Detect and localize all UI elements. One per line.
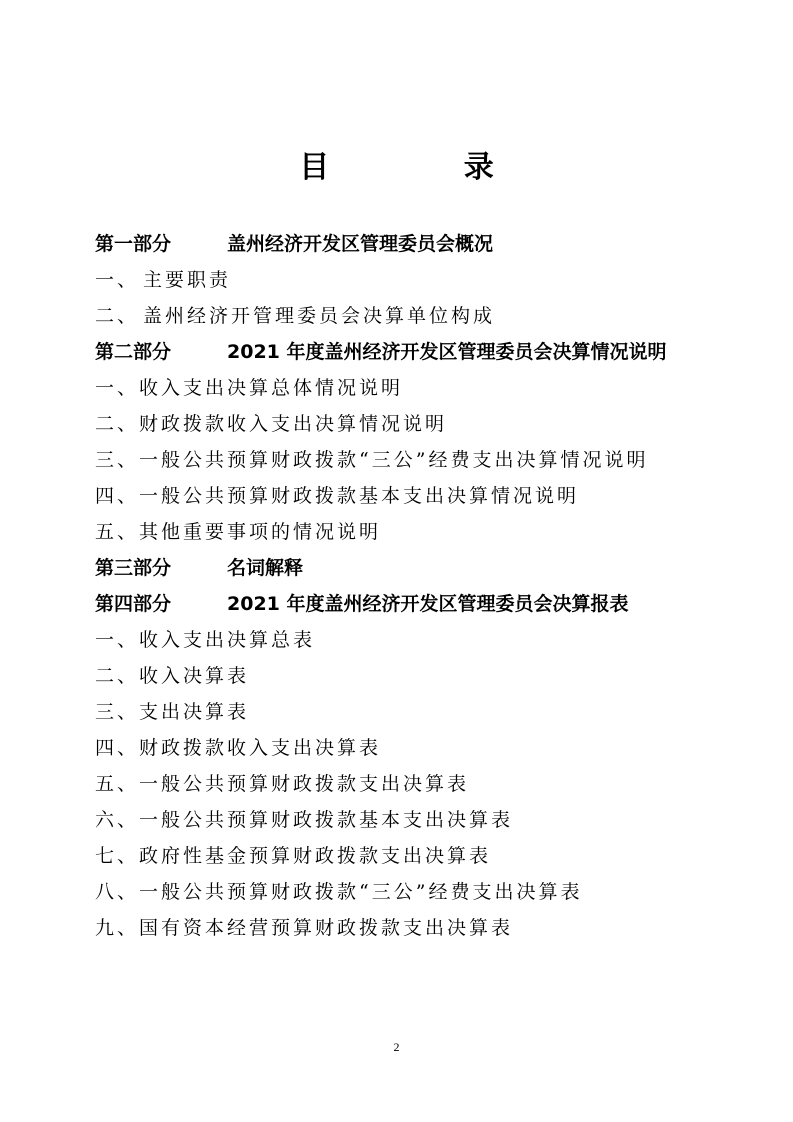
toc-item bbox=[95, 874, 735, 910]
page-number: 2 bbox=[393, 1040, 400, 1054]
toc-item-number: 三、 bbox=[95, 449, 140, 471]
toc-part-number: 第二部分 bbox=[95, 341, 172, 363]
toc-item-title: 主要职责 bbox=[143, 269, 232, 291]
toc-item bbox=[95, 766, 735, 802]
toc-item bbox=[95, 370, 735, 406]
toc-item-title: 财政拨款收入支出决算表 bbox=[139, 737, 382, 759]
toc-item-number: 七、 bbox=[95, 845, 140, 867]
toc-item-title: 一般公共预算财政拨款支出决算表 bbox=[139, 773, 470, 795]
toc-item bbox=[95, 262, 735, 298]
toc-item-number: 九、 bbox=[95, 917, 140, 939]
toc-item-number: 一、 bbox=[95, 269, 140, 291]
toc-item-number: 二、 bbox=[95, 305, 140, 327]
toc-part-number: 第四部分 bbox=[95, 593, 172, 615]
toc-item bbox=[95, 658, 735, 694]
toc-item-title: 收入支出决算总表 bbox=[139, 629, 316, 651]
toc-item bbox=[95, 442, 735, 478]
toc-item-number: 一、 bbox=[95, 377, 140, 399]
toc-part-1 bbox=[95, 226, 735, 262]
toc-item-title: 一般公共预算财政拨款基本支出决算情况说明 bbox=[139, 485, 580, 507]
toc-part-number: 第三部分 bbox=[95, 557, 172, 579]
toc-item-number: 四、 bbox=[95, 485, 140, 507]
toc-item bbox=[95, 730, 735, 766]
toc-item-title: 其他重要事项的情况说明 bbox=[139, 521, 382, 543]
toc-item-title: 收入决算表 bbox=[139, 665, 250, 687]
toc-part-3 bbox=[95, 550, 735, 586]
toc-item bbox=[95, 802, 735, 838]
toc-item bbox=[95, 514, 735, 550]
toc-item-number: 三、 bbox=[95, 701, 140, 723]
toc-item bbox=[95, 406, 735, 442]
table-of-contents bbox=[95, 226, 735, 946]
toc-part-title: 2021 年度盖州经济开发区管理委员会决算报表 bbox=[227, 593, 629, 615]
toc-item-number: 五、 bbox=[95, 773, 140, 795]
toc-item-number: 一、 bbox=[95, 629, 140, 651]
toc-part-2 bbox=[95, 334, 735, 370]
toc-part-title: 2021 年度盖州经济开发区管理委员会决算情况说明 bbox=[227, 341, 667, 363]
toc-item-number: 二、 bbox=[95, 665, 140, 687]
toc-item-number: 二、 bbox=[95, 413, 140, 435]
toc-part-title: 名词解释 bbox=[227, 557, 304, 579]
toc-item-number: 四、 bbox=[95, 737, 140, 759]
toc-part-title: 盖州经济开发区管理委员会概况 bbox=[227, 233, 494, 255]
toc-item-title: 财政拨款收入支出决算情况说明 bbox=[139, 413, 448, 435]
page-title: 目 录 bbox=[299, 150, 556, 185]
toc-item bbox=[95, 622, 735, 658]
toc-item-title: 收入支出决算总体情况说明 bbox=[139, 377, 404, 399]
toc-item-number: 五、 bbox=[95, 521, 140, 543]
toc-item-title: 政府性基金预算财政拨款支出决算表 bbox=[139, 845, 492, 867]
toc-item-title: 支出决算表 bbox=[139, 701, 250, 723]
toc-item-title: 盖州经济开管理委员会决算单位构成 bbox=[143, 305, 496, 327]
toc-part-number: 第一部分 bbox=[95, 233, 172, 255]
toc-item bbox=[95, 478, 735, 514]
toc-part-4 bbox=[95, 586, 735, 622]
toc-item-title: 一般公共预算财政拨款“三公”经费支出决算情况说明 bbox=[139, 449, 649, 471]
toc-item-number: 八、 bbox=[95, 881, 140, 903]
toc-item bbox=[95, 694, 735, 730]
toc-item-title: 一般公共预算财政拨款“三公”经费支出决算表 bbox=[139, 881, 583, 903]
toc-item-title: 国有资本经营预算财政拨款支出决算表 bbox=[139, 917, 514, 939]
toc-item bbox=[95, 910, 735, 946]
toc-item bbox=[95, 838, 735, 874]
toc-item-number: 六、 bbox=[95, 809, 140, 831]
toc-item-title: 一般公共预算财政拨款基本支出决算表 bbox=[139, 809, 514, 831]
toc-item bbox=[95, 298, 735, 334]
